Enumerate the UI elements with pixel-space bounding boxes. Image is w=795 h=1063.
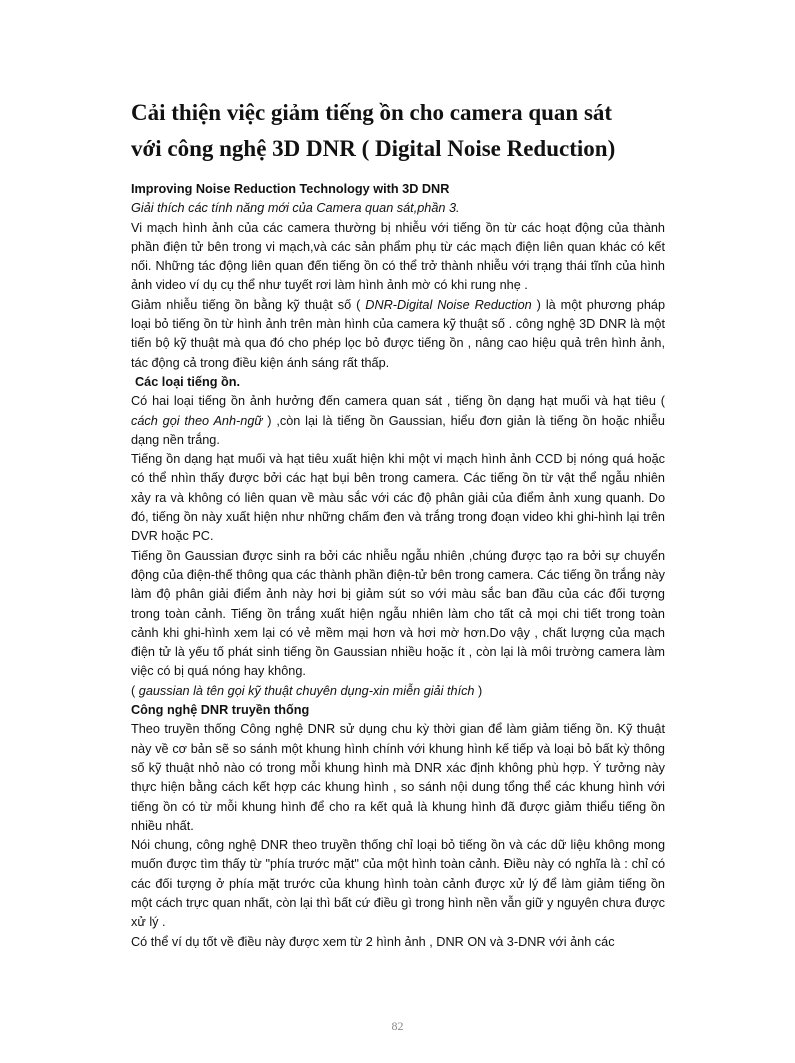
note-open: ( [131,683,139,698]
title-line-1: Cải thiện việc giảm tiếng ồn cho camera quan sát [131,100,613,125]
paragraph-noise-types [131,392,665,450]
note-gaussian [131,682,665,701]
paragraph-example: Có thể ví dụ tốt về điều này được xem từ 2 hình ảnh , DNR ON và 3-DNR với ảnh các [131,934,615,949]
para2-text-a: Giảm nhiễu tiếng ồn bằng kỹ thuật số ( [131,297,366,312]
paragraph-traditional-dnr: Theo truyền thống Công nghệ DNR sử dụng chu kỳ thời gian để làm giảm tiếng ồn. Kỹ thuật này về cơ bản sẽ so sánh một khung hình chính với khung hình kế tiếp và loại bỏ bất kỳ thông số kỹ thuật nhỏ nào có trong mỗi khung hình mà DNR xác định không phù hợp. Ý tưởng này thực hiện bằng cách kết hợp các khung hình , so sánh nội dung tổng thể các khung hình với tiếng ồn có từ mỗi khung hình để cho ra kết quả là khung hình đã được giảm thiểu tiếng ồn nhiều nhất. [131,722,665,833]
heading-traditional-dnr: Công nghệ DNR truyền thống [131,703,310,718]
para3-term: cách gọi theo Anh-ngữ [131,413,263,428]
note-close: ) [474,683,483,698]
para2-text-c: ) là một phương pháp loại bỏ tiếng ồn từ hình ảnh trên màn hình của camera kỹ thuật số . công nghệ 3D DNR là một tiến bộ kỹ thuật mà qua đó cho phép lọc bỏ được tiếng ồn , nâng cao hiệu quả trên hình ảnh, tác động cả trong điều kiện ánh sáng rất thấp. [131,297,665,370]
paragraph-salt-pepper: Tiếng ồn dạng hạt muối và hạt tiêu xuất hiện khi một vi mạch hình ảnh CCD bị nóng quá hoặc có thể nhìn thấy được bởi các hạt bụi bên trong camera. Các tiếng ồn từ vật thể ngẫu nhiên xảy ra và không có liên quan về màu sắc với các độ phân giải của điểm ảnh xung quanh. Do đó, tiếng ồn này xuất hiện như những chấm đen và trắng trong đoạn video khi ghi-hình lại trên DVR hoặc PC. [131,452,665,544]
subtitle: Giải thích các tính năng mới của Camera quan sát,phần 3. [131,201,460,216]
paragraph-dnr-definition [131,296,665,373]
subheading: Improving Noise Reduction Technology with 3D DNR [131,182,450,196]
para2-term: DNR-Digital Noise Reduction [365,297,532,312]
para3-text-a: Có hai loại tiếng ồn ảnh hưởng đến camera quan sát , tiếng ồn dạng hạt muối và hạt tiêu ( [131,394,665,409]
note-text: gaussian là tên gọi kỹ thuật chuyên dụng-xin miễn giải thích [138,683,475,698]
page-title [131,95,691,167]
para3-text-c: ) ,còn lại là tiếng ồn Gaussian, hiểu đơn giản là tiếng ồn hoặc nhiễu dạng nền trắng. [131,413,665,447]
paragraph-intro: Vi mạch hình ảnh của các camera thường bị nhiễu với tiếng ồn từ các hoạt động của thành phần điện tử bên trong vi mạch,và các sản phẩm phụ từ các mạch điện liên quan khác có kết nối. Những tác động liên quan đến tiếng ồn có thể trở thành nhiễu với trạng thái tĩnh của hình ảnh video ví dụ cụ thể như tuyết rơi làm hình ảnh mờ có khi rung nhẹ . [131,220,665,293]
paragraph-gaussian: Tiếng ồn Gaussian được sinh ra bởi các nhiễu ngẫu nhiên ,chúng được tạo ra bởi sự chuyển động của điện-thế thông qua các thành phần điện-tử bên trong camera. Các tiếng ồn trắng này làm độ phân giải điểm ảnh này hơi bị giảm sút so với màu sắc ban đầu của các đối tượng trong toàn cảnh. Tiếng ồn trắng xuất hiện ngẫu nhiên làm cho tất cả mọi chi tiết trong toàn cảnh khi ghi-hình xem lại có vẻ mềm mại hơn và hơi mờ hơn.Do vậy , chất lượng của mạch điện tử là yếu tố phát sinh tiếng ồn Gaussian nhiều hoặc ít , còn lại là môi trường camera làm việc có bị quá nóng hay không. [131,548,665,679]
title-line-2: với công nghệ 3D DNR ( Digital Noise Reduction) [131,136,616,161]
page-number: 82 [391,1019,404,1033]
article-body [131,180,665,952]
heading-noise-types: Các loại tiếng ồn. [135,374,241,389]
paragraph-foreground: Nói chung, công nghệ DNR theo truyền thống chỉ loại bỏ tiếng ồn và các dữ liệu không mong muốn được tìm thấy từ "phía trước mặt" của một hình toàn cảnh. Điều này có nghĩa là : chỉ có các đối tượng ở phía mặt trước của khung hình toàn cảnh được xử lý để làm giảm tiếng ồn một cách trực quan nhất, còn lại thì bất cứ điều gì trong hình nền vẫn giữ y nguyên chưa được xử lý . [131,838,665,930]
